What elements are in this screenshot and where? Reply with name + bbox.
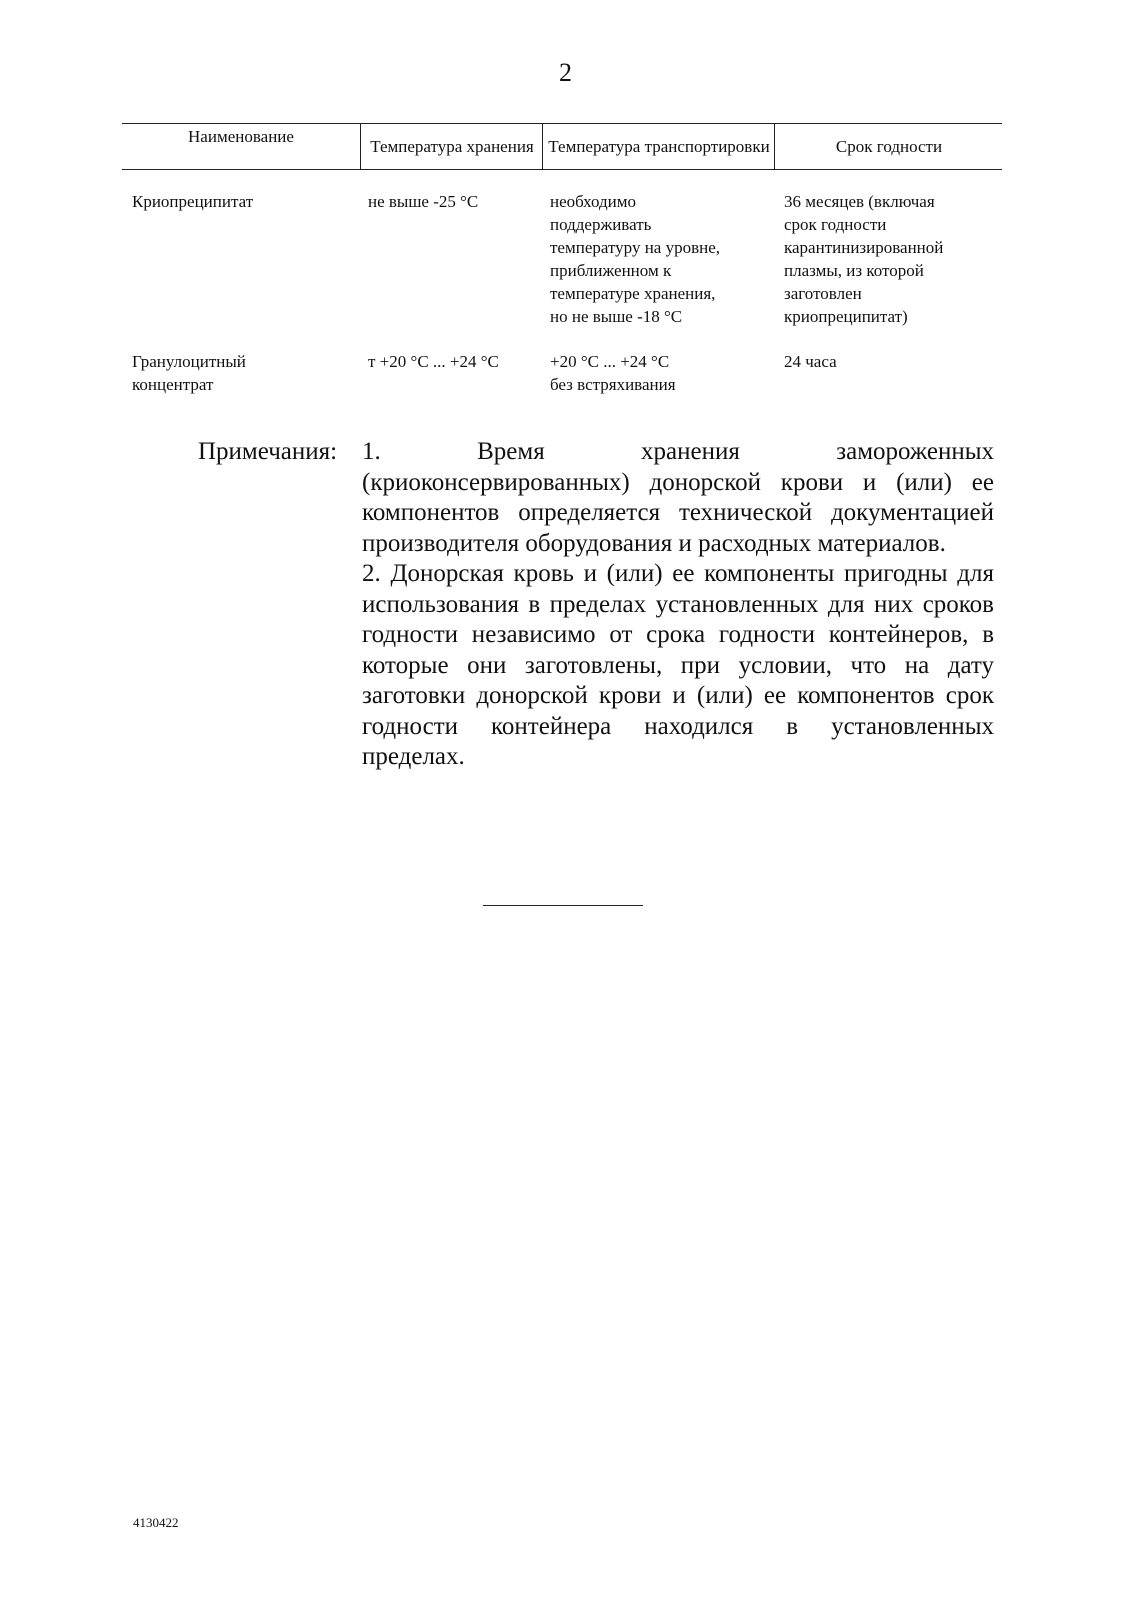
header-name: Наименование <box>188 127 294 146</box>
table-header <box>122 123 1002 170</box>
cell-shelf-life: 24 часа <box>784 352 837 371</box>
page-number: 2 <box>559 58 572 87</box>
notes-body <box>362 437 994 773</box>
note-item-1: 1. Время хранения замороженных (криоконсервированных) донорской крови и (или) ее компонентов определяется технической документацией производителя оборудования и расходных материалов. <box>362 438 994 557</box>
cell-name: Гранулоцитный концентрат <box>132 352 246 394</box>
document-code: 4130422 <box>133 1515 179 1530</box>
cell-storage-temp: т +20 °С ... +24 °С <box>368 352 499 371</box>
cell-name: Криопреципитат <box>132 192 254 211</box>
cell-storage-temp: не выше -25 °С <box>368 192 479 211</box>
cell-transport-temp: необходимо поддерживать температуру на уровне, приближенном к температуре хранения, но не выше -18 °С <box>550 192 721 326</box>
header-shelf-life: Срок годности <box>774 124 1003 169</box>
notes-label: Примечания: <box>198 438 338 465</box>
note-item-2: 2. Донорская кровь и (или) ее компоненты пригодны для использования в пределах установленных для них сроков годности независимо от срока годности контейнеров, в которые они заготовлены, при условии, что на дату заготовки донорской крови и (или) ее компонентов срок годности контейнера находился в установленных пределах. <box>362 560 994 770</box>
end-divider <box>483 905 643 906</box>
cell-transport-temp: +20 °С ... +24 °С без встряхивания <box>550 352 676 394</box>
header-storage-temp: Температура хранения <box>360 124 543 169</box>
cell-shelf-life: 36 месяцев (включая срок годности карантинизированной плазмы, из которой заготовлен криопреципитат) <box>784 192 944 326</box>
header-transport-temp: Температура транспортировки <box>542 124 775 169</box>
storage-conditions-table <box>122 123 1002 394</box>
